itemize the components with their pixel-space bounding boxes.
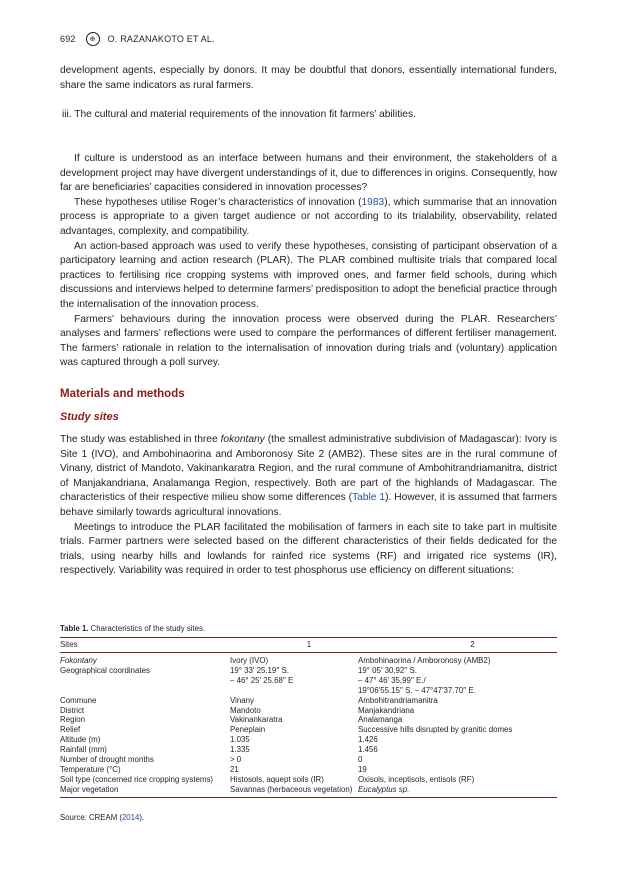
body-block-1 [60,152,557,371]
table-cell-line: Oxisols, inceptisols, entisols (RF) [358,774,475,784]
table-cell-line: Peneplain [230,725,266,735]
paragraph-action-approach: An action-based approach was used to verify these hypotheses, consisting of participant observation of a participatory learning and action research (PLAR). The PLAR combined multisite trials that compared local practices to fertilising rice cropping systems with improved ones, and farmer field schools, during which discussions and interviews helped to determine farmers’ predisposition to adopt the beneficial practice through the internalisation of the innovation process. [60,240,557,310]
table-cell-line: – 47° 46′ 35,99′′ E./ [358,675,426,685]
table-cell-line: 1.335 [230,745,250,755]
running-header [60,32,215,46]
intro-paragraph [60,64,557,93]
table-row [60,725,557,735]
table-cell-characteristic: Major vegetation [60,784,119,794]
table-row [60,765,557,775]
table-bottom-rule [60,797,557,798]
body-block-2 [60,433,557,579]
table-cell-line: 21 [230,764,239,774]
table-cell-line: 1.035 [230,735,250,745]
table-cell-site-1 [230,715,358,725]
table-cell-site-2 [358,785,557,795]
paragraph-study-sites-a: The study was established in three [60,434,221,445]
page-number: 692 [60,34,76,44]
table-cell-site-2 [358,706,557,716]
table-cell-site-1 [230,696,358,706]
table-cell-line: Vakinankaratra [230,715,283,725]
table-body [60,653,557,797]
table-cell-line: Ivory (IVO) [230,656,269,665]
table-header-site-2: 2 [470,640,475,650]
table-1-link[interactable]: Table 1 [352,492,386,504]
table-cell-characteristic: Soil type (concerned rice cropping systems) [60,774,214,784]
table-cell-site-1 [230,666,358,696]
table-cell-line: Mandoto [230,705,261,715]
table-cell-site-2 [358,715,557,725]
paragraph-study-sites-b: (the smallest administrative subdivision of Madagascar): Ivory is Site 1 (IVO), and Ambohinaorina and Amboronosy Site 2 (AMB2). These sites are in the rural commune of Vinany, district of Mandoto, Vakinankaratra Region, and the rural commune of Ambohitrandriamanitra, district of Manjakandriana, Analamanga Region, respectively. Both are part of the highlands of Madagascar. The characteristics of their respective milieu show some differences ( [60,434,557,504]
table-cell-site-1 [230,735,358,745]
table-cell-line: Eucalyptus sp. [358,784,410,794]
section-title: Materials and methods [60,388,185,400]
table-cell-line: Analamanga [358,715,403,725]
table-row [60,735,557,745]
table-cell-characteristic: Commune [60,695,97,705]
table-source-suffix: ). [139,813,145,822]
hypothesis-item-iii-text: iii. The cultural and material requirements of the innovation fit farmers’ abilities. [62,109,416,120]
table-caption [60,624,205,633]
hypothesis-item-iii [60,108,557,123]
table-cell-characteristic: Region [60,715,86,725]
table-cell-characteristic: Relief [60,725,81,735]
table-cell-characteristic: District [60,705,85,715]
table-cell-line: 19°06′55.15′′ S. – 47°47′37.70′′ E. [358,685,476,695]
paragraph-meetings: Meetings to introduce the PLAR facilitated the mobilisation of farmers in each site to take part in multisite trials. Farmer partners were selected based on the different characteristics of their fields dedicated for the trials, using nearby hills and lowlands for rainfed rice systems (RF) and irrigated rice systems (IR), respectively. Variability was required in order to test phosphorus use efficiency on different situations: [60,521,557,577]
study-sites-table [60,637,557,798]
table-cell-site-2 [358,725,557,735]
table-cell-characteristic: Geographical coordinates [60,665,150,675]
table-cell-line: 1.456 [358,745,378,755]
table-cell-line: > 0 [230,755,242,765]
source-citation-link[interactable]: 2014 [121,813,140,822]
table-row [60,745,557,755]
table-cell-site-2 [358,735,557,745]
term-fokontany: fokontany [220,434,265,445]
table-cell-line: Manjakandriana [358,705,415,715]
table-cell-site-2 [358,765,557,775]
table-cell-characteristic: Number of drought months [60,755,154,765]
running-authors: O. RAZANAKOTO ET AL. [107,34,215,44]
paragraph-hypotheses-a: These hypotheses utilise Roger’s characteristics of innovation ( [74,196,362,208]
table-caption-text: Characteristics of the study sites. [88,624,206,633]
table-row [60,656,557,666]
table-cell-site-1 [230,765,358,775]
table-row [60,706,557,716]
table-cell-characteristic: Fokontany [60,656,97,665]
table-row [60,666,557,696]
table-cell-site-1 [230,656,358,666]
subsection-title: Study sites [60,411,119,423]
table-cell-site-1 [230,785,358,795]
table-cell-site-2 [358,755,557,765]
paragraph-culture: If culture is understood as an interface between humans and their environment, the stakeholders of a development project may have divergent understandings of it, due to differences in origins. Consequently, how far are beneficiaries’ capacities considered in innovation processes? [60,153,557,194]
paragraph-farmer-behaviours: Farmers’ behaviours during the innovation process were observed during the PLAR. Researchers’ analyses and farmers’ reflections were used to compare the performances of different fertiliser management. The farmers’ rationale in relation to the internalisation of innovation during trials and (voluntary) application was captured through a poll survey. [60,313,557,369]
citation-link-1983[interactable]: 1983 [361,196,385,208]
table-cell-characteristic: Rainfall (mm) [60,745,107,755]
table-header-site-1: 1 [306,640,312,650]
table-source-prefix: Source: CREAM ( [60,813,122,822]
table-header-row [60,638,557,652]
table-cell-site-1 [230,725,358,735]
intro-text: development agents, especially by donors. It may be doubtful that donors, essentially international funders, share the same indicators as rural farmers. [60,65,557,91]
table-cell-line: Histosols, aquept soils (IR) [230,774,324,784]
table-cell-site-1 [230,755,358,765]
table-caption-label: Table 1. [60,624,89,633]
table-row [60,785,557,795]
table-header-sites: Sites [60,640,78,650]
table-cell-line: 19 [358,764,367,774]
table-cell-line: Ambohinaorina / Amboronosy (AMB2) [358,656,491,665]
table-cell-site-1 [230,745,358,755]
table-cell-line: – 46° 25′ 25.68′′ E [230,675,294,685]
table-row [60,696,557,706]
table-cell-line: Vinany [230,695,254,705]
paragraph-hypotheses [60,196,557,240]
table-cell-line: 19° 33′ 25.19′′ S. [230,665,289,675]
table-source [60,813,144,822]
table-cell-site-1 [230,775,358,785]
table-cell-site-2 [358,666,557,696]
table-cell-site-2 [358,696,557,706]
table-cell-line: 1.426 [358,735,378,745]
table-row [60,755,557,765]
table-cell-line: 19° 05′ 30,92′′ S. [358,665,417,675]
table-cell-site-2 [358,775,557,785]
table-cell-site-1 [230,706,358,716]
paragraph-study-sites [60,433,557,521]
paragraph-hypotheses-b: ), which summarise that an innovation process is appropriate to a given target audience or not according to its trialability, observability, related advantages, complexity, and compatibility. [60,196,557,237]
table-cell-site-2 [358,745,557,755]
table-cell-line: Ambohitrandriamanitra [358,695,438,705]
table-cell-characteristic: Altitude (m) [60,735,101,745]
paragraph-study-sites-c: ). However, it is assumed that farmers behave similarly towards agricultural innovations. [60,492,557,518]
table-cell-line: Savannas (herbaceous vegetation) [230,784,353,794]
journal-logo-icon: ⊕ [86,32,100,46]
table-cell-line: 0 [358,755,363,765]
table-cell-site-2 [358,656,557,666]
table-row [60,775,557,785]
table-cell-line: Successive hills disrupted by granitic domes [358,725,513,735]
table-row [60,715,557,725]
table-cell-characteristic: Temperature (°C) [60,764,121,774]
